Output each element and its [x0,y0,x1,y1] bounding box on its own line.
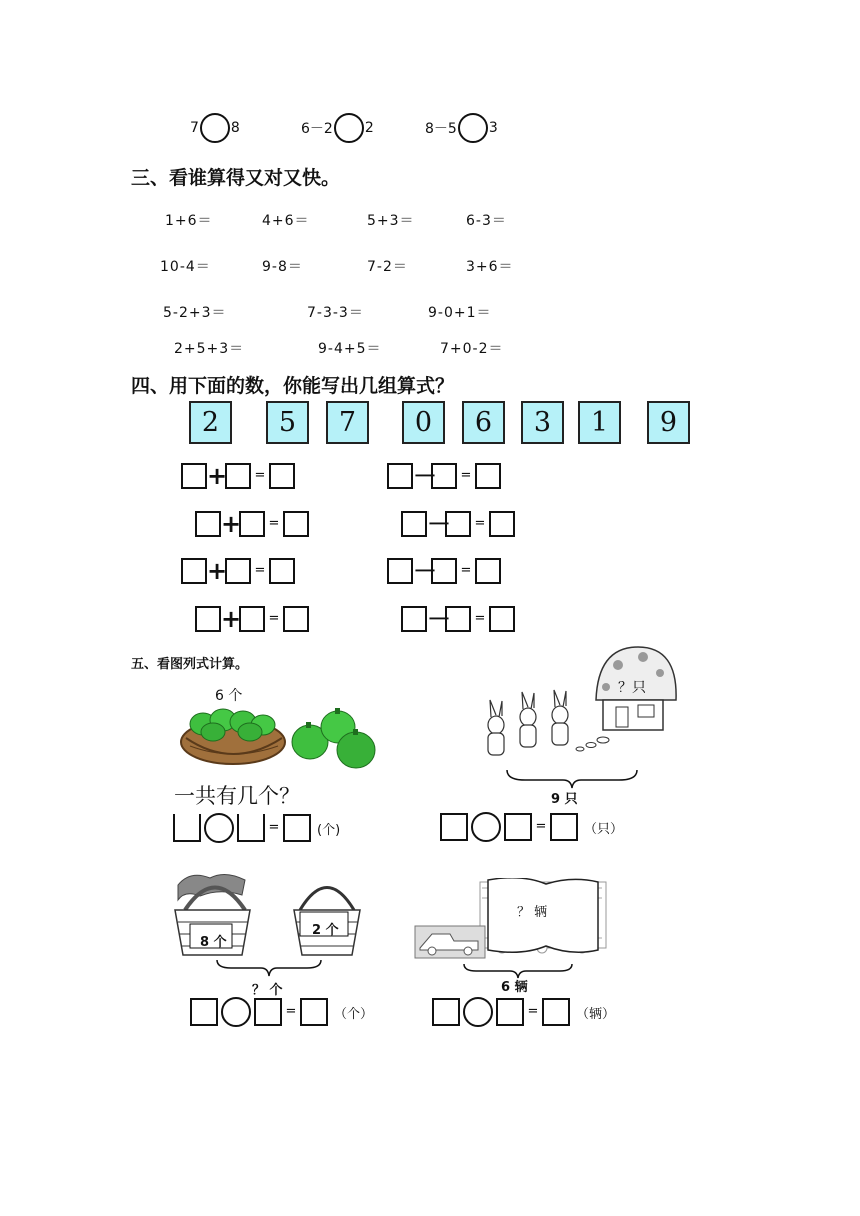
equation: 7-2＝ [367,259,408,275]
number-card: 6 [462,401,505,444]
pepper-count-label: 6 个 [215,688,243,704]
answer-box[interactable] [283,606,309,632]
basket2-label: 2 个 [312,923,339,938]
compare-left: 7 [190,120,199,136]
equation: 5+3＝ [367,213,415,229]
equation: 3+6＝ [466,259,514,275]
minus-sign: － [413,462,437,490]
answer-box[interactable] [283,511,309,537]
equation: 9-4+5＝ [318,341,382,357]
number-card: 9 [647,401,690,444]
unit-label: （个） [334,1006,374,1022]
baskets-question: ？ 个 [252,983,283,998]
minus-sign: － [427,510,451,538]
answer-box[interactable] [401,606,427,632]
answer-box[interactable] [225,558,251,584]
number-card: 0 [402,401,445,444]
equals-sign: = [254,563,266,578]
number-card: 5 [266,401,309,444]
rabbits-total-label: 9 只 [551,792,578,807]
compare-left: 8－5 [425,121,457,137]
equals-sign: = [474,611,486,626]
plus-sign: + [221,510,242,538]
equals-sign: = [460,468,472,483]
answer-box[interactable] [432,998,460,1026]
plus-sign: + [221,605,242,633]
answer-circle[interactable] [221,997,251,1027]
answer-box[interactable] [181,558,207,584]
answer-box[interactable] [542,998,570,1026]
brace [505,768,640,790]
number-card: 1 [578,401,621,444]
equals-sign: = [460,563,472,578]
mushroom-bubble-label: ？只 [618,680,646,696]
equals-sign: = [535,819,547,834]
answer-box[interactable] [475,463,501,489]
equals-sign: = [527,1004,539,1019]
answer-box[interactable] [387,463,413,489]
compare-right: 8 [230,120,240,136]
addition-row [181,463,295,489]
equals-sign: = [474,516,486,531]
equation: 1+6＝ [165,213,213,229]
answer-box[interactable] [445,511,471,537]
equation: 7+0-2＝ [440,341,504,357]
answer-box[interactable] [225,463,251,489]
unit-label: (个) [317,822,341,838]
subtraction-row [401,511,515,537]
equation-row-trucks [432,997,615,1027]
unit-label: （只） [584,821,624,837]
minus-sign: － [427,605,451,633]
answer-box[interactable] [550,813,578,841]
answer-box[interactable] [237,814,265,842]
number-card: 2 [189,401,232,444]
unit-label: （辆） [576,1006,616,1022]
trucks-bubble-label: ？ 辆 [517,905,548,920]
compare-item-3 [425,113,498,143]
addition-row [195,606,309,632]
basket1-label: 8 个 [200,935,227,950]
answer-box[interactable] [283,814,311,842]
answer-box[interactable] [401,511,427,537]
equation: 4+6＝ [262,213,310,229]
answer-circle[interactable] [458,113,488,143]
minus-sign: － [413,557,437,585]
answer-box[interactable] [269,463,295,489]
equation: 10-4＝ [160,259,211,275]
plus-sign: + [207,557,228,585]
answer-box[interactable] [504,813,532,841]
section5-title: 五、看图列式计算。 [131,657,249,672]
compare-item-2 [301,113,374,143]
equals-sign: = [268,611,280,626]
addition-row [181,558,295,584]
answer-circle[interactable] [334,113,364,143]
pepper-question: 一共有几个？ [174,784,300,808]
answer-box[interactable] [300,998,328,1026]
equation: 9-8＝ [262,259,303,275]
equation: 9-0+1＝ [428,305,492,321]
answer-box[interactable] [173,814,201,842]
pepper-basket-illustration [178,700,383,770]
equation: 2+5+3＝ [174,341,245,357]
answer-box[interactable] [431,463,457,489]
answer-box[interactable] [239,511,265,537]
compare-right: 2 [364,120,374,136]
answer-box[interactable] [195,511,221,537]
rabbits-mushroom-illustration [478,645,678,785]
answer-box[interactable] [489,606,515,632]
answer-box[interactable] [496,998,524,1026]
section3-title: 三、看谁算得又对又快。 [131,167,341,189]
number-card: 7 [326,401,369,444]
answer-circle[interactable] [463,997,493,1027]
brace [215,958,325,980]
plus-sign: + [207,462,228,490]
answer-box[interactable] [387,558,413,584]
number-card: 3 [521,401,564,444]
equation: 6-3＝ [466,213,507,229]
equals-sign: = [268,516,280,531]
answer-box[interactable] [475,558,501,584]
answer-box[interactable] [195,606,221,632]
answer-box[interactable] [489,511,515,537]
answer-box[interactable] [181,463,207,489]
equation: 5-2+3＝ [163,305,227,321]
equation: 7-3-3＝ [307,305,364,321]
subtraction-row [387,558,501,584]
answer-box[interactable] [431,558,457,584]
answer-box[interactable] [445,606,471,632]
equals-sign: = [254,468,266,483]
compare-right: 3 [488,120,498,136]
subtraction-row [387,463,501,489]
answer-box[interactable] [254,998,282,1026]
trucks-total-label: 6 辆 [501,980,528,995]
equation-row-baskets [190,997,373,1027]
compare-left: 6－2 [301,121,333,137]
answer-box[interactable] [269,558,295,584]
equation-row-peppers [173,813,340,843]
compare-item-1 [190,113,240,143]
equals-sign: = [285,1004,297,1019]
equals-sign: = [268,820,280,835]
trucks-illustration [412,878,612,963]
section4-title: 四、用下面的数，你能写出几组算式？ [131,375,455,397]
answer-circle[interactable] [200,113,230,143]
answer-box[interactable] [239,606,265,632]
answer-circle[interactable] [204,813,234,843]
answer-circle[interactable] [471,812,501,842]
answer-box[interactable] [190,998,218,1026]
answer-box[interactable] [440,813,468,841]
subtraction-row [401,606,515,632]
equation-row-rabbits [440,812,623,842]
addition-row [195,511,309,537]
